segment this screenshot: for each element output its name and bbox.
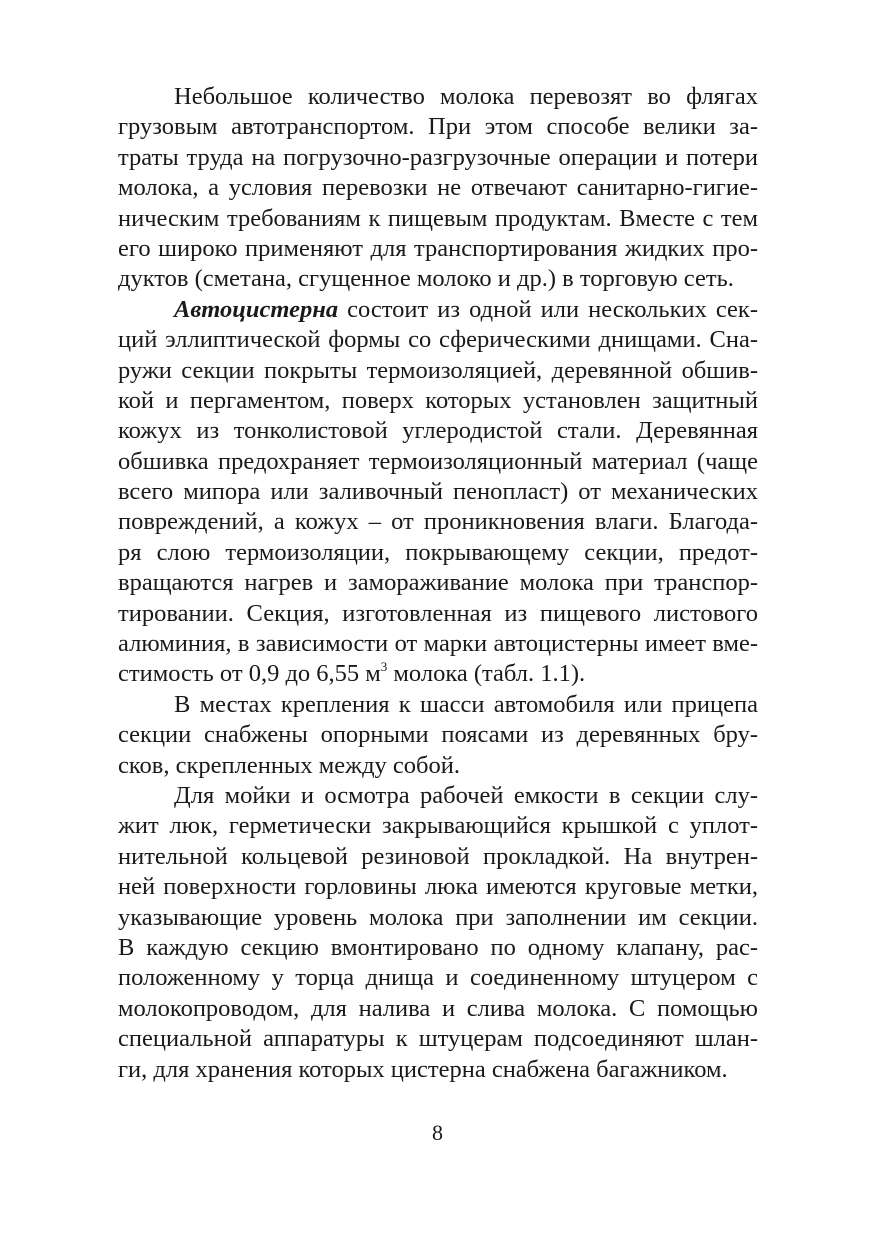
text-line-end: молока (табл. 1.1).	[387, 660, 586, 688]
text-line: В каждую секцию вмонтировано по одному клапану, рас-	[118, 933, 758, 961]
text-line: жит люк, герметически закрывающийся крышкой с уплот-	[118, 812, 758, 840]
text-line: повреждений, а кожух – от проникновения влаги. Благода-	[118, 508, 758, 536]
text-line: тировании. Секция, изготовленная из пищевого листового	[118, 599, 758, 627]
body-text	[118, 82, 758, 1085]
text-line: сков, скрепленных между собой.	[118, 751, 460, 779]
text-line: дуктов (сметана, сгущенное молоко и др.) в торговую сеть.	[118, 265, 734, 293]
text-line: ций эллиптической формы со сферическими днищами. Сна-	[118, 326, 758, 354]
text-line: ническим требованиям к пищевым продуктам. Вместе с тем	[118, 204, 758, 232]
text-line	[118, 659, 758, 689]
text-line: ней поверхности горловины люка имеются круговые метки,	[118, 873, 758, 901]
text-line: траты труда на погрузочно-разгрузочные операции и потери	[118, 143, 758, 171]
text-line: нительной кольцевой резиновой прокладкой. На внутрен-	[118, 842, 758, 870]
text-line: всего мипора или заливочный пенопласт) от механических	[118, 478, 758, 506]
text-line: ги, для хранения которых цистерна снабжена багажником.	[118, 1055, 728, 1083]
text-line-start: стимость от 0,9 до 6,55 м	[118, 660, 381, 688]
text-line: кой и пергаментом, поверх которых установлен защитный	[118, 386, 758, 414]
text-line	[118, 295, 758, 325]
text-line: В местах крепления к шасси автомобиля или прицепа	[174, 690, 758, 718]
text-line: молокопроводом, для налива и слива молока. С помощью	[118, 994, 758, 1022]
defined-term: Автоцистерна	[174, 295, 339, 323]
text-line: секции снабжены опорными поясами из деревянных бру-	[118, 721, 758, 749]
text-line: обшивка предохраняет термоизоляционный материал (чаще	[118, 447, 758, 475]
text-line: грузовым автотранспортом. При этом способе велики за-	[118, 113, 758, 141]
text-line: молока, а условия перевозки не отвечают санитарно-гигие-	[118, 174, 758, 202]
text-line: ружи секции покрыты термоизоляцией, деревянной обшив-	[118, 356, 758, 384]
text-line: вращаются нагрев и замораживание молока при транспор-	[118, 569, 758, 597]
text-line-rest: состоит из одной или нескольких сек-	[338, 295, 758, 323]
text-line: положенному у торца днища и соединенному штуцером с	[118, 964, 758, 992]
text-line: ря слою термоизоляции, покрывающему секции, предот-	[118, 538, 758, 566]
text-line: кожух из тонколистовой углеродистой стали. Деревянная	[118, 417, 758, 445]
superscript: 3	[380, 659, 388, 675]
text-line: его широко применяют для транспортирования жидких про-	[118, 234, 758, 262]
text-line: специальной аппаратуры к штуцерам подсоединяют шлан-	[118, 1025, 758, 1053]
text-line: Для мойки и осмотра рабочей емкости в секции слу-	[174, 781, 758, 809]
page-number: 8	[432, 1120, 443, 1145]
text-line: указывающие уровень молока при заполнении им секции.	[118, 903, 758, 931]
text-line: алюминия, в зависимости от марки автоцистерны имеет вме-	[118, 630, 758, 658]
text-line: Небольшое количество молока перевозят во флягах	[174, 83, 758, 110]
